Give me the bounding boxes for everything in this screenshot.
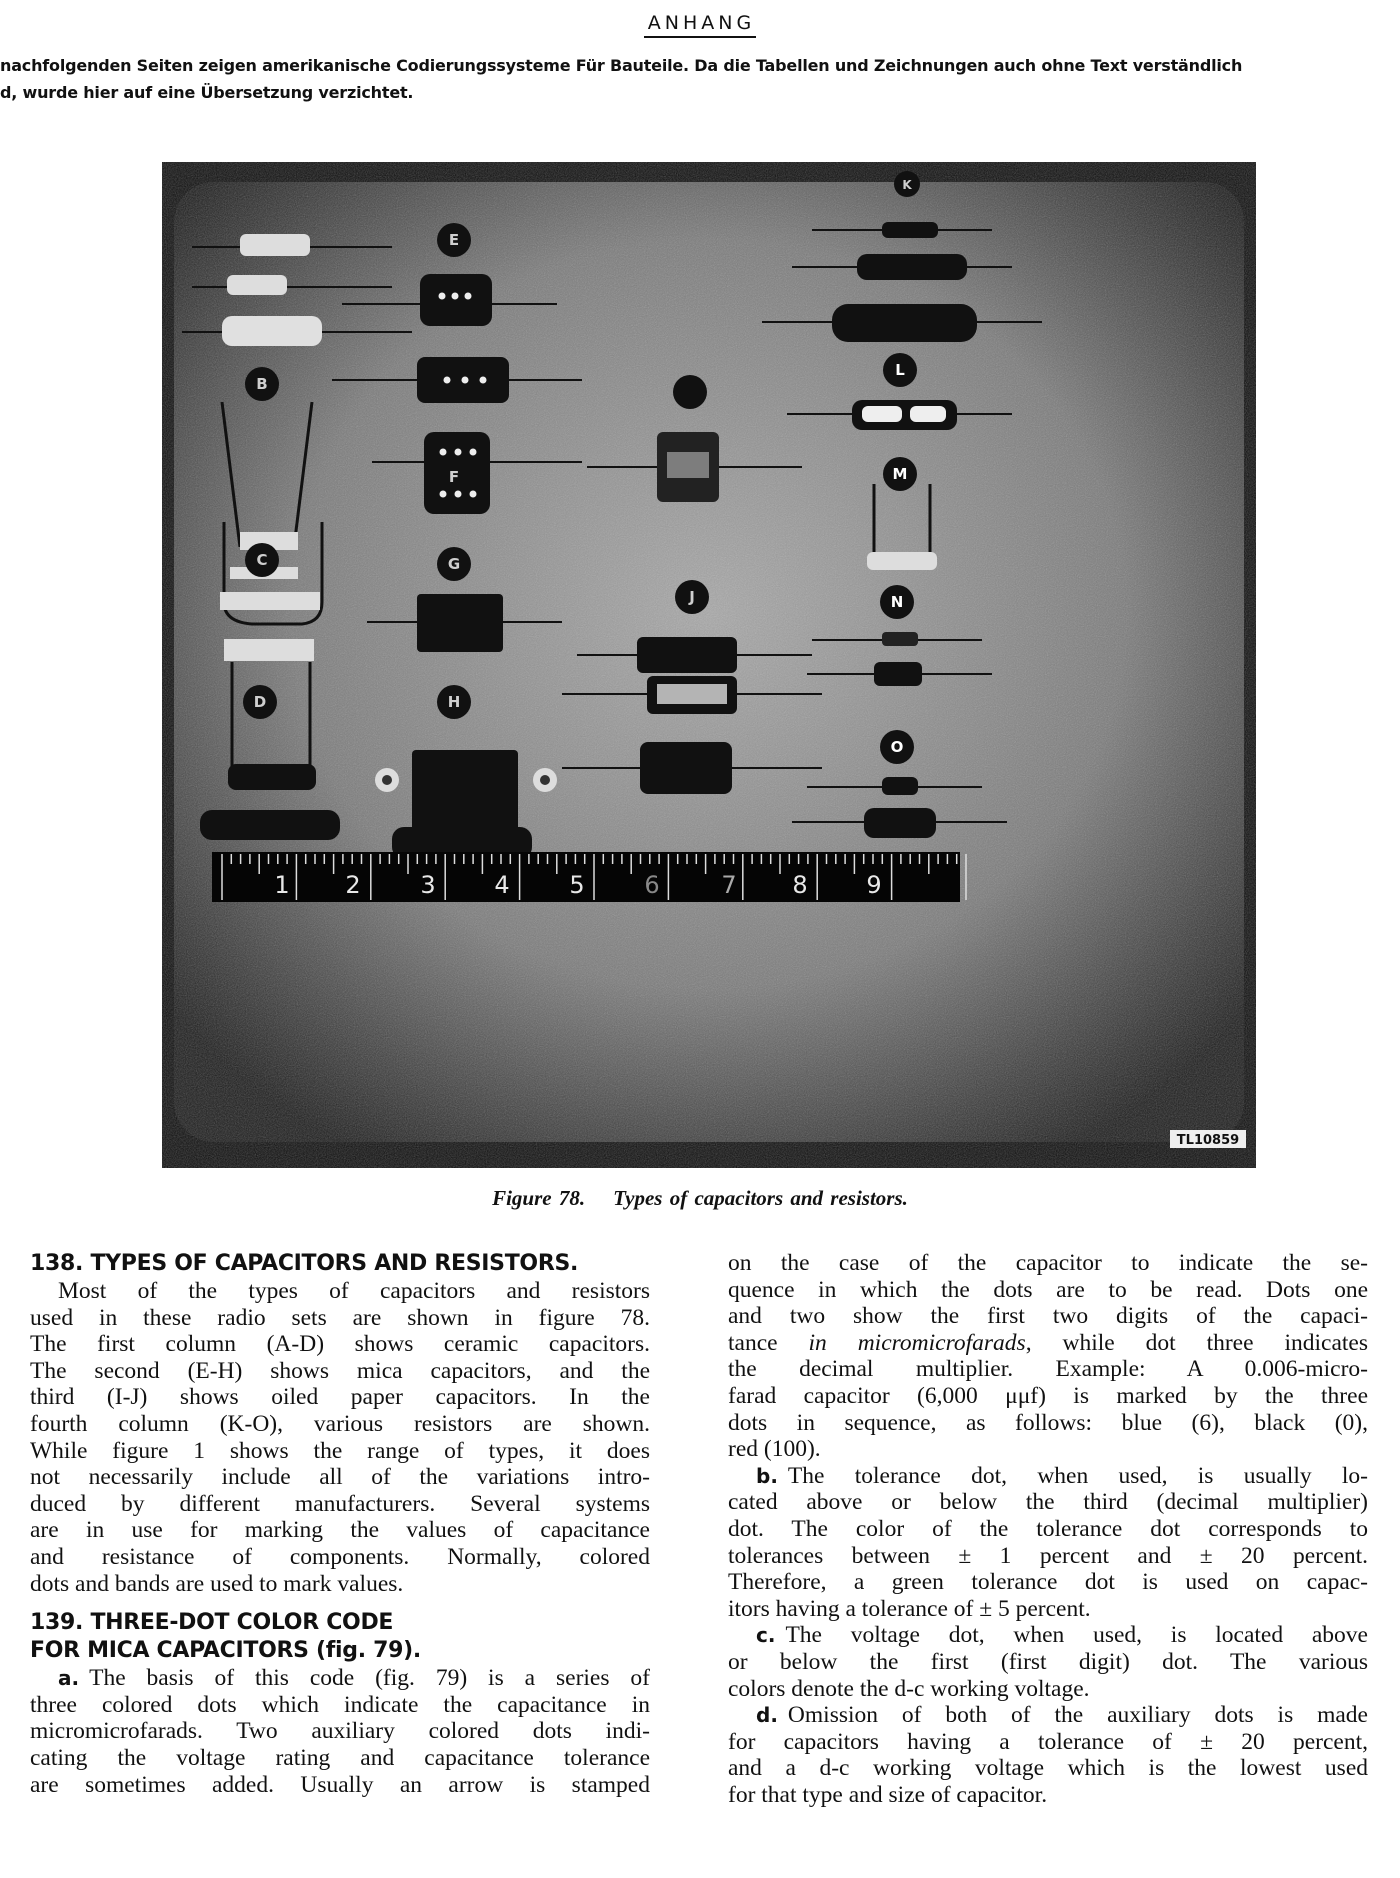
ruler-number: 4 [494,871,510,899]
text-line: quence in which the dots are to be read. Dots one [728,1276,1368,1303]
ruler-number: 9 [866,871,882,899]
text-line: red (100). [728,1436,821,1463]
text-line: are sometimes added. Usually an arrow is stamped [30,1771,650,1798]
text-line: The first column (A-D) shows ceramic capacitors. [30,1331,650,1358]
section-138-heading: 138. TYPES OF CAPACITORS AND RESISTORS. [30,1251,579,1276]
figure-caption [0,1186,1400,1211]
ruler [212,852,966,902]
ruler-number: 8 [792,871,808,899]
text-line: dots in sequence, as follows: blue (6), black (0), [728,1409,1368,1436]
ruler-number: 1 [274,871,290,899]
text-line: and two show the first two digits of the capaci- [728,1303,1368,1330]
ruler-number: 5 [569,871,585,899]
text-line [728,1622,1368,1649]
label-f: F [448,468,460,486]
para-label: d. [756,1703,778,1728]
intro-line: nachfolgenden Seiten zeigen amerikanische Codierungssysteme Für Bauteile. Da die Tabellen und Zeichnungen auch ohne Text verständlich [0,56,1243,75]
text-line: cating the voltage rating and capacitance tolerance [30,1744,650,1771]
text-line: used in these radio sets are shown in figure 78. [30,1304,650,1331]
text-line: third (I-J) shows oiled paper capacitors. In the [30,1384,650,1411]
text-fragment: tance [728,1329,809,1356]
text-line: fourth column (K-O), various resistors are shown. [30,1410,650,1437]
caption-number: Figure 78. [492,1186,586,1210]
label-m: M [892,465,908,483]
text-line: and a d-c working voltage which is the lowest used [728,1755,1368,1782]
text-line: for that type and size of capacitor. [728,1781,1048,1808]
section-139-para-a-cont [728,1250,1368,1463]
text-line: tolerances between ± 1 percent and ± 20 percent. [728,1542,1368,1569]
text-line: Most of the types of capacitors and resistors [58,1278,650,1304]
text-line: farad capacitor (6,000 μμf) is marked by the three [728,1382,1368,1409]
text-line: itors having a tolerance of ± 5 percent. [728,1595,1091,1622]
section-138-body [30,1278,650,1597]
text-line: or below the first (first digit) dot. The various [728,1648,1368,1675]
text-line: dots and bands are used to mark values. [30,1570,404,1597]
text-fragment: Omission of both of the auxiliary dots is made [787,1702,1368,1729]
header-title: ANHANG [644,12,756,38]
label-o: O [890,738,904,756]
ruler-number: 6 [644,871,660,899]
text-fragment: The tolerance dot, when used, is usually lo- [787,1462,1368,1489]
text-line: on the case of the capacitor to indicate the se- [728,1250,1368,1276]
text-fragment: , while dot three indicates [1025,1329,1368,1356]
para-label: b. [756,1463,778,1488]
section-139-para-b [728,1463,1368,1623]
ruler-number: 7 [721,871,737,899]
text-line: the decimal multiplier. Example: A 0.006-micro- [728,1356,1368,1383]
label-h: H [447,693,461,711]
page-header [0,12,1400,34]
text-line: The basis of this code (fig. 79) is a series of [89,1665,650,1692]
label-k: K [902,178,912,192]
section-139-para-c [728,1622,1368,1702]
text-line: Therefore, a green tolerance dot is used on capac- [728,1569,1368,1596]
text-line [728,1702,1368,1729]
label-d: D [253,693,267,711]
italic-term: in micromicrofarads [808,1329,1026,1356]
text-fragment: The voltage dot, when used, is located above [785,1622,1368,1649]
section-139-para-a-start [30,1665,650,1798]
label-c: C [256,551,268,569]
label-l: L [895,361,905,379]
caption-text: Types of capacitors and resistors. [613,1186,908,1210]
text-line: and resistance of components. Normally, colored [30,1543,650,1570]
text-line: three colored dots which indicate the capacitance in [30,1691,650,1718]
ruler-number: 3 [420,871,436,899]
figure-photo [162,162,1256,1168]
ruler-number: 2 [345,871,361,899]
text-line: cated above or below the third (decimal multiplier) [728,1489,1368,1516]
para-label: c. [756,1623,776,1648]
text-line: duced by different manufacturers. Several systems [30,1490,650,1517]
section-139-heading-line1: 139. THREE-DOT COLOR CODE [30,1610,394,1636]
label-e: E [448,231,460,249]
label-j: J [689,588,695,606]
section-139-para-d [728,1702,1368,1808]
text-line: micromicrofarads. Two auxiliary colored dots indi- [30,1718,650,1745]
section-139-heading-line2: FOR MICA CAPACITORS (fig. 79). [30,1638,421,1664]
label-n: N [890,593,904,611]
text-line: for capacitors having a tolerance of ± 20 percent, [728,1728,1368,1755]
right-column [728,1250,1368,1808]
photo-id: TL10859 [1176,1133,1240,1148]
intro-text [0,52,1380,106]
text-line: not necessarily include all of the variations intro- [30,1464,650,1491]
text-line [728,1463,1368,1490]
label-g: G [447,555,461,573]
left-column [30,1250,650,1798]
text-line: The second (E-H) shows mica capacitors, and the [30,1357,650,1384]
label-b: B [256,375,268,393]
intro-line: d, wurde hier auf eine Übersetzung verzichtet. [0,83,414,102]
capacitor-resistor-photo [162,162,1256,1168]
text-line: While figure 1 shows the range of types, it does [30,1437,650,1464]
text-line: dot. The color of the tolerance dot corresponds to [728,1515,1368,1542]
text-line: colors denote the d-c working voltage. [728,1675,1090,1702]
text-line [728,1330,1368,1357]
text-line: are in use for marking the values of capacitance [30,1517,650,1544]
para-a-label: a. [58,1666,80,1691]
